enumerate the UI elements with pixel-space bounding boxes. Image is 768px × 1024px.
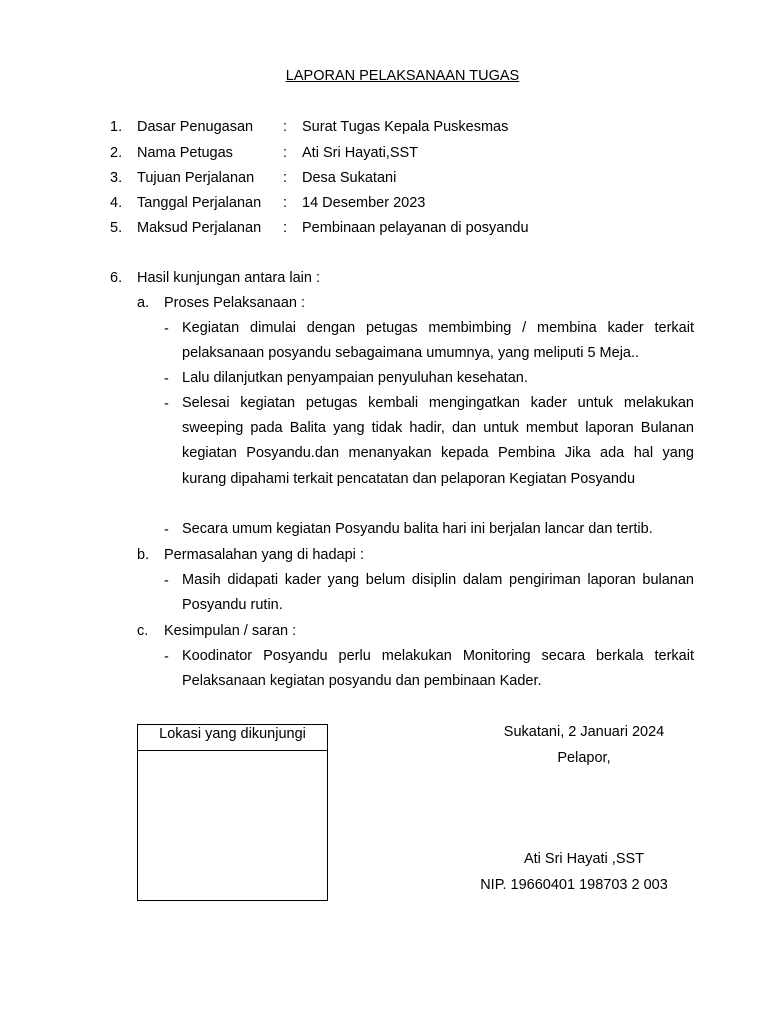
field-colon: : xyxy=(283,220,288,236)
location-box xyxy=(137,724,328,901)
bullet-dash: - xyxy=(164,522,169,538)
section-heading: Kesimpulan / saran : xyxy=(164,623,297,639)
bullet-dash: - xyxy=(164,573,169,589)
field-label: Dasar Penugasan xyxy=(137,119,254,135)
section-letter: c. xyxy=(137,623,149,639)
bullet-dash: - xyxy=(164,371,169,387)
bullet-dash: - xyxy=(164,321,169,337)
field-value: Ati Sri Hayati,SST xyxy=(302,145,419,161)
location-box-label: Lokasi yang dikunjungi xyxy=(138,725,327,751)
bullet-text: Lalu dilanjutkan penyampaian penyuluhan kesehatan. xyxy=(182,370,528,386)
bullet-text: Masih didapati kader yang belum disiplin dalam pengiriman laporan bulanan Posyandu rutin. xyxy=(182,572,694,614)
field-number: 4. xyxy=(110,195,123,211)
field-label: Tanggal Perjalanan xyxy=(137,195,262,211)
result-number: 6. xyxy=(110,270,123,286)
bullet-dash: - xyxy=(164,649,169,665)
section-letter: b. xyxy=(137,547,150,563)
bullet-text: Koodinator Posyandu perlu melakukan Monitoring secara berkala terkait Pelaksanaan kegiatan posyandu dan pembinaan Kader. xyxy=(182,648,694,690)
field-number: 3. xyxy=(110,170,123,186)
field-number: 1. xyxy=(110,119,123,135)
bullet-text: Kegiatan dimulai dengan petugas membimbing / membina kader terkait pelaksanaan posyandu sebagaimana umumnya, yang meliputi 5 Meja.. xyxy=(182,320,694,362)
bullet-text: Secara umum kegiatan Posyandu balita hari ini berjalan lancar dan tertib. xyxy=(182,521,653,537)
field-label: Maksud Perjalanan xyxy=(137,220,262,236)
bullet-dash: - xyxy=(164,396,169,412)
section-letter: a. xyxy=(137,295,150,311)
field-value: 14 Desember 2023 xyxy=(302,195,426,211)
field-label: Tujuan Perjalanan xyxy=(137,170,255,186)
result-heading: Hasil kunjungan antara lain : xyxy=(137,270,320,286)
field-colon: : xyxy=(283,195,288,211)
field-number: 2. xyxy=(110,145,123,161)
section-heading: Permasalahan yang di hadapi : xyxy=(164,547,364,563)
signature-role: Pelapor, xyxy=(557,750,611,766)
field-value: Desa Sukatani xyxy=(302,170,397,186)
field-colon: : xyxy=(283,119,288,135)
field-value: Pembinaan pelayanan di posyandu xyxy=(302,220,529,236)
signature-place-date: Sukatani, 2 Januari 2024 xyxy=(503,724,665,740)
bullet-text: Selesai kegiatan petugas kembali mengingatkan kader untuk melakukan sweeping pada Balita yang tidak hadir, dan untuk membut laporan Bulanan kegiatan Posyandu.dan menanyakan kepada Pembina Jika ada hal yang kurang dipahami terkait pencatatan dan pelaporan Kegiatan Posyandu xyxy=(182,395,694,487)
signature-name: Ati Sri Hayati ,SST xyxy=(523,851,645,867)
signature-nip: NIP. 19660401 198703 2 003 xyxy=(480,877,668,893)
field-colon: : xyxy=(283,170,288,186)
field-colon: : xyxy=(283,145,288,161)
field-number: 5. xyxy=(110,220,123,236)
report-title: LAPORAN PELAKSANAAN TUGAS xyxy=(285,68,520,84)
field-label: Nama Petugas xyxy=(137,145,233,161)
section-heading: Proses Pelaksanaan : xyxy=(164,295,306,311)
field-value: Surat Tugas Kepala Puskesmas xyxy=(302,119,509,135)
